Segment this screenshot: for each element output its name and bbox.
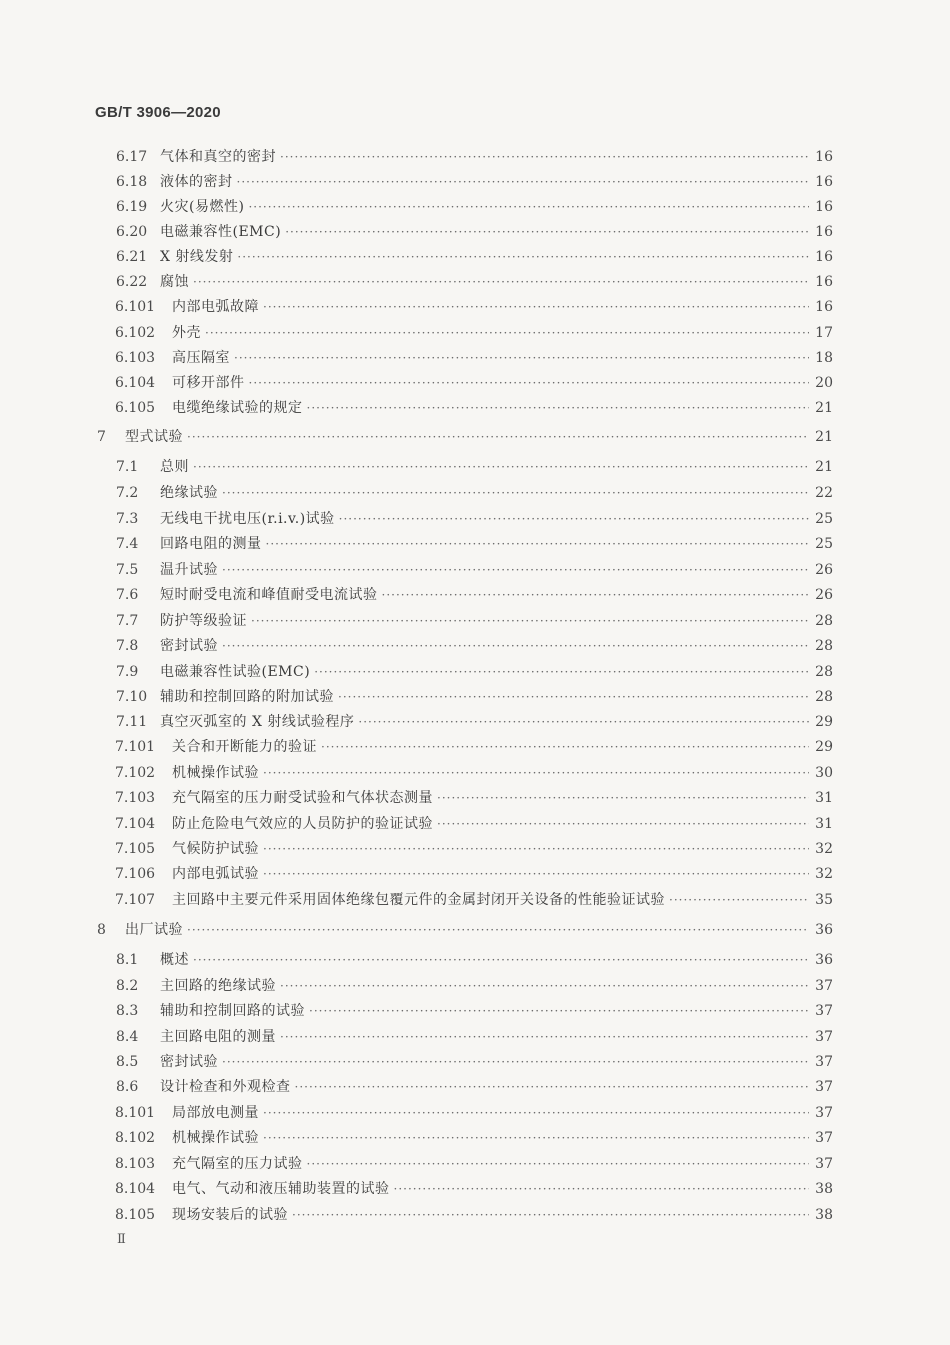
dot-leader <box>222 484 809 502</box>
toc-entry-page: 37 <box>815 1130 833 1146</box>
toc-entry-title: 充气隔室的压力试验 <box>172 1156 303 1172</box>
toc-entry-title: 总则 <box>160 459 189 475</box>
toc-entry-page: 29 <box>815 739 833 755</box>
dot-leader <box>222 637 809 655</box>
toc-entry-title: 设计检查和外观检查 <box>160 1079 291 1095</box>
toc-entry[interactable] <box>116 586 833 604</box>
toc-entry[interactable] <box>115 764 833 782</box>
toc-entry-number: 7 <box>97 429 106 445</box>
toc-entry-title: 气候防护试验 <box>172 841 259 857</box>
dot-leader <box>358 713 809 731</box>
toc-entry[interactable] <box>116 535 833 553</box>
dot-leader <box>669 891 809 909</box>
toc-entry[interactable] <box>116 977 833 995</box>
toc-entry-number: 7.101 <box>115 739 156 755</box>
toc-entry[interactable] <box>115 374 833 392</box>
toc-entry-number: 8 <box>97 922 106 938</box>
toc-entry-number: 7.8 <box>116 638 139 654</box>
dot-leader <box>307 399 810 417</box>
toc-entry[interactable] <box>116 198 833 216</box>
toc-entry-page: 17 <box>815 325 833 341</box>
toc-entry[interactable] <box>115 815 833 833</box>
toc-entry-title: 电气、气动和液压辅助装置的试验 <box>172 1181 390 1197</box>
toc-entry-title: 无线电干扰电压(r.i.v.)试验 <box>160 511 335 527</box>
toc-entry-number: 7.105 <box>115 841 156 857</box>
toc-entry[interactable] <box>115 349 833 367</box>
toc-entry-page: 26 <box>815 562 833 578</box>
toc-entry-title: 液体的密封 <box>160 174 233 190</box>
toc-entry-number: 7.107 <box>115 892 156 908</box>
toc-entry[interactable] <box>115 789 833 807</box>
toc-entry-number: 8.101 <box>115 1105 156 1121</box>
toc-entry-title: 外壳 <box>172 325 201 341</box>
toc-entry-page: 38 <box>815 1207 833 1223</box>
toc-entry-title: 局部放电测量 <box>172 1105 259 1121</box>
toc-entry-title: 腐蚀 <box>160 274 189 290</box>
toc-entry[interactable] <box>115 1104 833 1122</box>
toc-entry-title: 关合和开断能力的验证 <box>172 739 317 755</box>
toc-entry-page: 16 <box>815 249 833 265</box>
toc-entry-number: 7.4 <box>116 536 139 552</box>
toc-entry-page: 32 <box>815 866 833 882</box>
dot-leader <box>382 586 810 604</box>
toc-entry-page: 38 <box>815 1181 833 1197</box>
toc-entry[interactable] <box>116 484 833 502</box>
dot-leader <box>263 1129 809 1147</box>
toc-entry[interactable] <box>116 663 833 681</box>
dot-leader <box>280 1028 809 1046</box>
toc-entry[interactable] <box>116 713 833 731</box>
toc-entry-number: 6.104 <box>115 375 156 391</box>
dot-leader <box>222 561 809 579</box>
toc-entry[interactable] <box>116 561 833 579</box>
dot-leader <box>237 173 810 191</box>
toc-entry-page: 37 <box>815 1079 833 1095</box>
dot-leader <box>292 1206 809 1224</box>
toc-entry[interactable] <box>115 840 833 858</box>
toc-entry-title: 电磁兼容性试验(EMC) <box>160 664 311 680</box>
toc-entry[interactable] <box>116 458 833 476</box>
dot-leader <box>280 148 809 166</box>
dot-leader <box>263 1104 809 1122</box>
toc-entry[interactable] <box>116 637 833 655</box>
toc-entry-page: 21 <box>815 429 833 445</box>
toc-entry-number: 7.3 <box>116 511 139 527</box>
toc-entry-title: 现场安装后的试验 <box>172 1207 288 1223</box>
toc-entry-page: 21 <box>815 459 833 475</box>
toc-entry[interactable] <box>116 1078 833 1096</box>
toc-entry-number: 8.1 <box>116 952 139 968</box>
toc-entry[interactable] <box>115 738 833 756</box>
toc-entry-page: 16 <box>815 224 833 240</box>
toc-entry-page: 16 <box>815 149 833 165</box>
toc-entry-number: 6.101 <box>115 299 156 315</box>
dot-leader <box>263 298 809 316</box>
dot-leader <box>248 198 809 216</box>
toc-entry-number: 6.105 <box>115 400 156 416</box>
toc-entry-number: 7.106 <box>115 866 156 882</box>
dot-leader <box>394 1180 810 1198</box>
toc-entry[interactable] <box>115 399 833 417</box>
toc-entry-title: 温升试验 <box>160 562 218 578</box>
toc-entry-number: 7.6 <box>116 587 139 603</box>
toc-entry-page: 25 <box>815 511 833 527</box>
toc-entry-title: 机械操作试验 <box>172 1130 259 1146</box>
toc-entry[interactable] <box>115 891 833 909</box>
dot-leader <box>285 223 809 241</box>
dot-leader <box>193 951 809 969</box>
toc-entry-number: 6.22 <box>116 274 148 290</box>
toc-entry-page: 25 <box>815 536 833 552</box>
toc-entry[interactable] <box>116 510 833 528</box>
dot-leader <box>321 738 809 756</box>
toc-entry-title: 电缆绝缘试验的规定 <box>172 400 303 416</box>
toc-entry-title: 出厂试验 <box>125 922 183 938</box>
toc-entry-title: 辅助和控制回路的附加试验 <box>160 689 334 705</box>
toc-entry-page: 37 <box>815 978 833 994</box>
toc-entry-number: 6.17 <box>116 149 148 165</box>
dot-leader <box>249 374 810 392</box>
dot-leader <box>295 1078 810 1096</box>
dot-leader <box>263 865 809 883</box>
toc-entry-page: 37 <box>815 1156 833 1172</box>
toc-entry[interactable] <box>116 1028 833 1046</box>
toc-entry[interactable] <box>97 428 833 446</box>
toc-entry-number: 8.2 <box>116 978 139 994</box>
dot-leader <box>339 510 809 528</box>
toc-entry-number: 6.21 <box>116 249 148 265</box>
toc-entry-page: 32 <box>815 841 833 857</box>
toc-entry-page: 30 <box>815 765 833 781</box>
dot-leader <box>280 977 809 995</box>
toc-entry-number: 6.20 <box>116 224 148 240</box>
dot-leader <box>205 324 809 342</box>
toc-entry-number: 8.4 <box>116 1029 139 1045</box>
dot-leader <box>193 273 809 291</box>
toc-entry-title: 内部电弧试验 <box>172 866 259 882</box>
toc-entry[interactable] <box>116 688 833 706</box>
toc-entry[interactable] <box>116 951 833 969</box>
toc-entry-title: 防护等级验证 <box>160 613 247 629</box>
toc-entry-page: 28 <box>815 638 833 654</box>
toc-entry-number: 7.103 <box>115 790 156 806</box>
dot-leader <box>309 1002 809 1020</box>
toc-entry-number: 8.103 <box>115 1156 156 1172</box>
toc-entry-page: 35 <box>815 892 833 908</box>
toc-entry-page: 16 <box>815 174 833 190</box>
dot-leader <box>263 764 809 782</box>
toc-entry-title: 火灾(易燃性) <box>160 199 245 215</box>
toc-entry-title: 主回路电阻的测量 <box>160 1029 276 1045</box>
toc-entry[interactable] <box>97 921 833 939</box>
toc-entry[interactable] <box>116 1053 833 1071</box>
toc-entry-title: 内部电弧故障 <box>172 299 259 315</box>
toc-entry-title: 充气隔室的压力耐受试验和气体状态测量 <box>172 790 433 806</box>
toc-entry-title: X 射线发射 <box>160 249 234 265</box>
toc-entry-number: 7.2 <box>116 485 139 501</box>
toc-entry-title: 概述 <box>160 952 189 968</box>
toc-entry-page: 36 <box>815 922 833 938</box>
dot-leader <box>263 840 809 858</box>
toc-entry-page: 28 <box>815 689 833 705</box>
toc-entry-title: 电磁兼容性(EMC) <box>160 224 282 240</box>
toc-entry-title: 绝缘试验 <box>160 485 218 501</box>
dot-leader <box>437 815 809 833</box>
toc-entry-number: 8.102 <box>115 1130 156 1146</box>
toc-entry-title: 密封试验 <box>160 1054 218 1070</box>
toc-entry[interactable] <box>115 1155 833 1173</box>
toc-entry-title: 可移开部件 <box>172 375 245 391</box>
toc-entry[interactable] <box>115 324 833 342</box>
page-number-footer: Ⅱ <box>117 1232 126 1247</box>
toc-entry-page: 29 <box>815 714 833 730</box>
dot-leader <box>193 458 809 476</box>
dot-leader <box>437 789 809 807</box>
dot-leader <box>266 535 810 553</box>
toc-entry-page: 20 <box>815 375 833 391</box>
dot-leader <box>251 612 809 630</box>
dot-leader <box>338 688 809 706</box>
toc-entry-number: 7.102 <box>115 765 156 781</box>
toc-entry-number: 7.10 <box>116 689 148 705</box>
toc-entry-page: 21 <box>815 400 833 416</box>
toc-entry-title: 回路电阻的测量 <box>160 536 262 552</box>
toc-entry-number: 6.103 <box>115 350 156 366</box>
toc-entry-number: 7.11 <box>116 714 148 730</box>
standard-code-header: GB/T 3906—2020 <box>95 104 221 121</box>
toc-entry[interactable] <box>116 1002 833 1020</box>
toc-entry[interactable] <box>116 223 833 241</box>
toc-entry-page: 22 <box>815 485 833 501</box>
dot-leader <box>234 349 809 367</box>
toc-entry-page: 26 <box>815 587 833 603</box>
toc-entry-number: 7.1 <box>116 459 139 475</box>
toc-entry[interactable] <box>116 273 833 291</box>
dot-leader <box>237 248 809 266</box>
toc-entry-number: 8.105 <box>115 1207 156 1223</box>
toc-entry-page: 16 <box>815 299 833 315</box>
toc-entry-number: 8.6 <box>116 1079 139 1095</box>
toc-entry-page: 37 <box>815 1105 833 1121</box>
toc-entry[interactable] <box>116 612 833 630</box>
toc-entry-title: 高压隔室 <box>172 350 230 366</box>
toc-entry-title: 气体和真空的密封 <box>160 149 276 165</box>
toc-entry-page: 16 <box>815 274 833 290</box>
toc-entry-title: 短时耐受电流和峰值耐受电流试验 <box>160 587 378 603</box>
dot-leader <box>307 1155 810 1173</box>
toc-entry[interactable] <box>115 1206 833 1224</box>
toc-entry-number: 7.7 <box>116 613 139 629</box>
toc-entry-number: 6.18 <box>116 174 148 190</box>
toc-entry-page: 37 <box>815 1003 833 1019</box>
toc-entry[interactable] <box>115 865 833 883</box>
toc-entry-title: 主回路的绝缘试验 <box>160 978 276 994</box>
toc-entry-number: 7.9 <box>116 664 139 680</box>
toc-entry-page: 18 <box>815 350 833 366</box>
toc-entry-page: 31 <box>815 816 833 832</box>
toc-entry-title: 防止危险电气效应的人员防护的验证试验 <box>172 816 433 832</box>
toc-entry[interactable] <box>116 248 833 266</box>
toc-entry[interactable] <box>116 173 833 191</box>
toc-entry-number: 8.104 <box>115 1181 156 1197</box>
toc-entry-number: 6.102 <box>115 325 156 341</box>
dot-leader <box>222 1053 809 1071</box>
toc-entry-number: 7.104 <box>115 816 156 832</box>
dot-leader <box>187 921 809 939</box>
toc-entry-title: 真空灭弧室的 X 射线试验程序 <box>160 714 355 730</box>
toc-entry-title: 密封试验 <box>160 638 218 654</box>
toc-entry-number: 8.3 <box>116 1003 139 1019</box>
toc-entry-title: 型式试验 <box>125 429 183 445</box>
toc-entry-number: 7.5 <box>116 562 139 578</box>
toc-entry-page: 28 <box>815 664 833 680</box>
toc-entry-page: 36 <box>815 952 833 968</box>
toc-entry-number: 6.19 <box>116 199 148 215</box>
toc-entry[interactable] <box>115 1129 833 1147</box>
toc-entry-page: 37 <box>815 1054 833 1070</box>
toc-entry-title: 辅助和控制回路的试验 <box>160 1003 305 1019</box>
toc-entry-number: 8.5 <box>116 1054 139 1070</box>
toc-entry[interactable] <box>115 298 833 316</box>
toc-entry[interactable] <box>115 1180 833 1198</box>
toc-entry[interactable] <box>116 148 833 166</box>
toc-entry-title: 主回路中主要元件采用固体绝缘包覆元件的金属封闭开关设备的性能验证试验 <box>172 892 665 908</box>
toc-entry-page: 16 <box>815 199 833 215</box>
toc-entry-page: 31 <box>815 790 833 806</box>
dot-leader <box>314 663 809 681</box>
toc-entry-page: 37 <box>815 1029 833 1045</box>
toc-entry-page: 28 <box>815 613 833 629</box>
dot-leader <box>187 428 809 446</box>
toc-entry-title: 机械操作试验 <box>172 765 259 781</box>
